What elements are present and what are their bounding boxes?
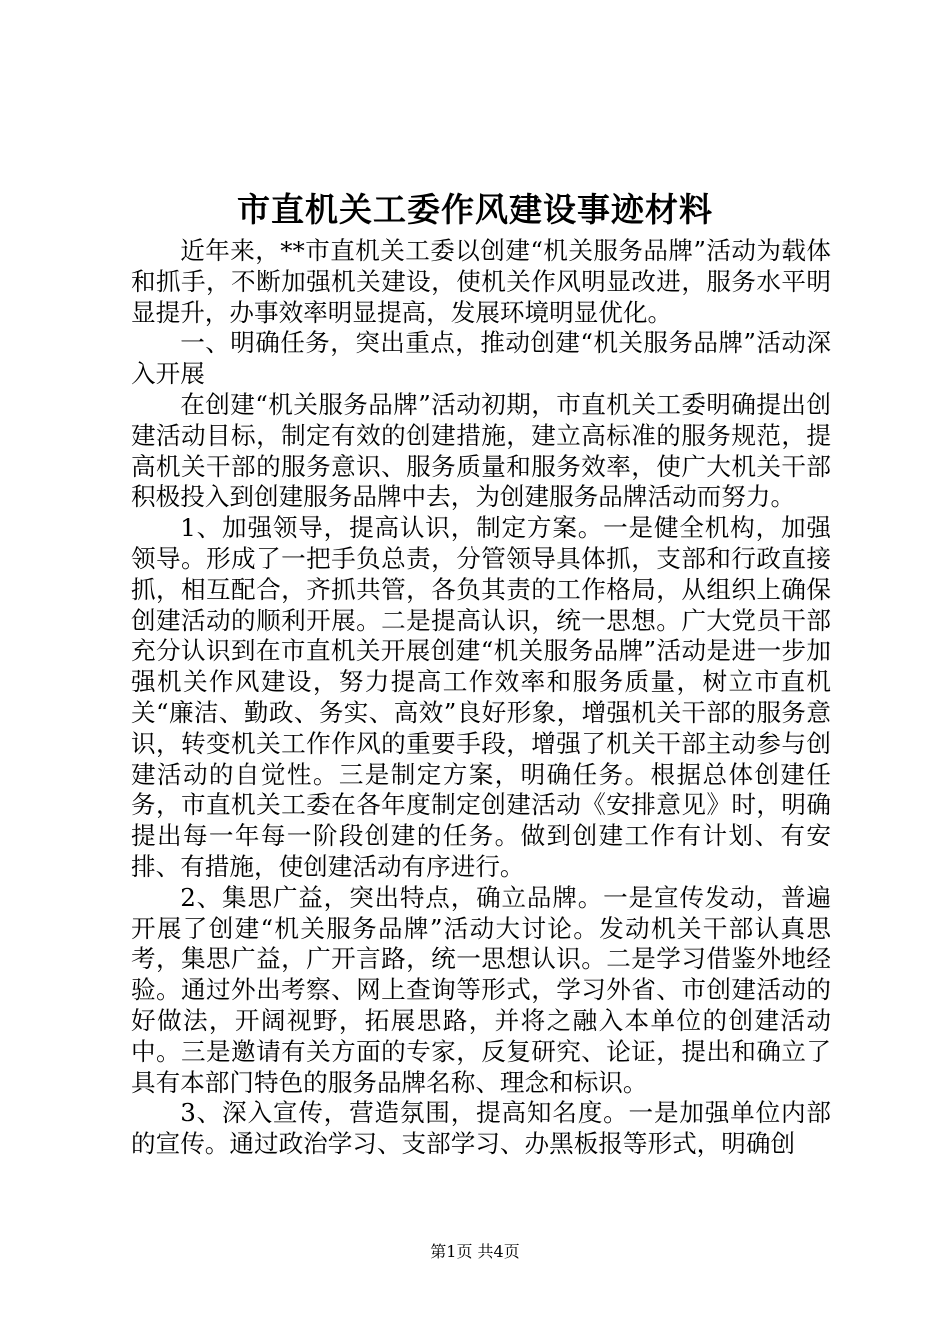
- page-number-footer: 第1页 共4页: [430, 1242, 520, 1261]
- section-heading-1: 一、明确任务，突出重点，推动创建“机关服务品牌”活动深入开展: [131, 328, 831, 389]
- paragraph-intro: 近年来，**市直机关工委以创建“机关服务品牌”活动为载体和抓手，不断加强机关建设，使机关作风明显改进，服务水平明显提升，办事效率明显提高，发展环境明显优化。: [131, 236, 831, 327]
- paragraph-item-1: 1、加强领导，提高认识，制定方案。一是健全机构，加强领导。形成了一把手负总责，分管领导具体抓，支部和行政直接抓，相互配合，齐抓共管，各负其责的工作格局，从组织上确保创建活动的顺利开展。二是提高认识，统一思想。广大党员干部充分认识到在市直机关开展创建“机关服务品牌”活动是进一步加强机关作风建设，努力提高工作效率和服务质量，树立市直机关“廉洁、勤政、务实、高效”良好形象，增强机关干部的服务意识，转变机关工作作风的重要手段，增强了机关干部主动参与创建活动的自觉性。三是制定方案，明确任务。根据总体创建任务，市直机关工委在各年度制定创建活动《安排意见》时，明确提出每一年每一阶段创建的任务。做到创建工作有计划、有安排、有措施，使创建活动有序进行。: [131, 513, 831, 881]
- document-body: [131, 236, 831, 1160]
- document-title: 市直机关工委作风建设事迹材料: [237, 190, 713, 229]
- paragraph-item-2: 2、集思广益，突出特点，确立品牌。一是宣传发动，普遍开展了创建“机关服务品牌”活动大讨论。发动机关干部认真思考，集思广益，广开言路，统一思想认识。二是学习借鉴外地经验。通过外出考察、网上查询等形式，学习外省、市创建活动的好做法，开阔视野，拓展思路，并将之融入本单位的创建活动中。三是邀请有关方面的专家，反复研究、论证，提出和确立了具有本部门特色的服务品牌名称、理念和标识。: [131, 882, 831, 1097]
- paragraph-section-1: 在创建“机关服务品牌”活动初期，市直机关工委明确提出创建活动目标，制定有效的创建措施，建立高标准的服务规范，提高机关干部的服务意识、服务质量和服务效率，使广大机关干部积极投入到创建服务品牌中去，为创建服务品牌活动而努力。: [131, 389, 831, 512]
- paragraph-item-3: 3、深入宣传，营造氛围，提高知名度。一是加强单位内部的宣传。通过政治学习、支部学习、办黑板报等形式，明确创: [131, 1098, 831, 1159]
